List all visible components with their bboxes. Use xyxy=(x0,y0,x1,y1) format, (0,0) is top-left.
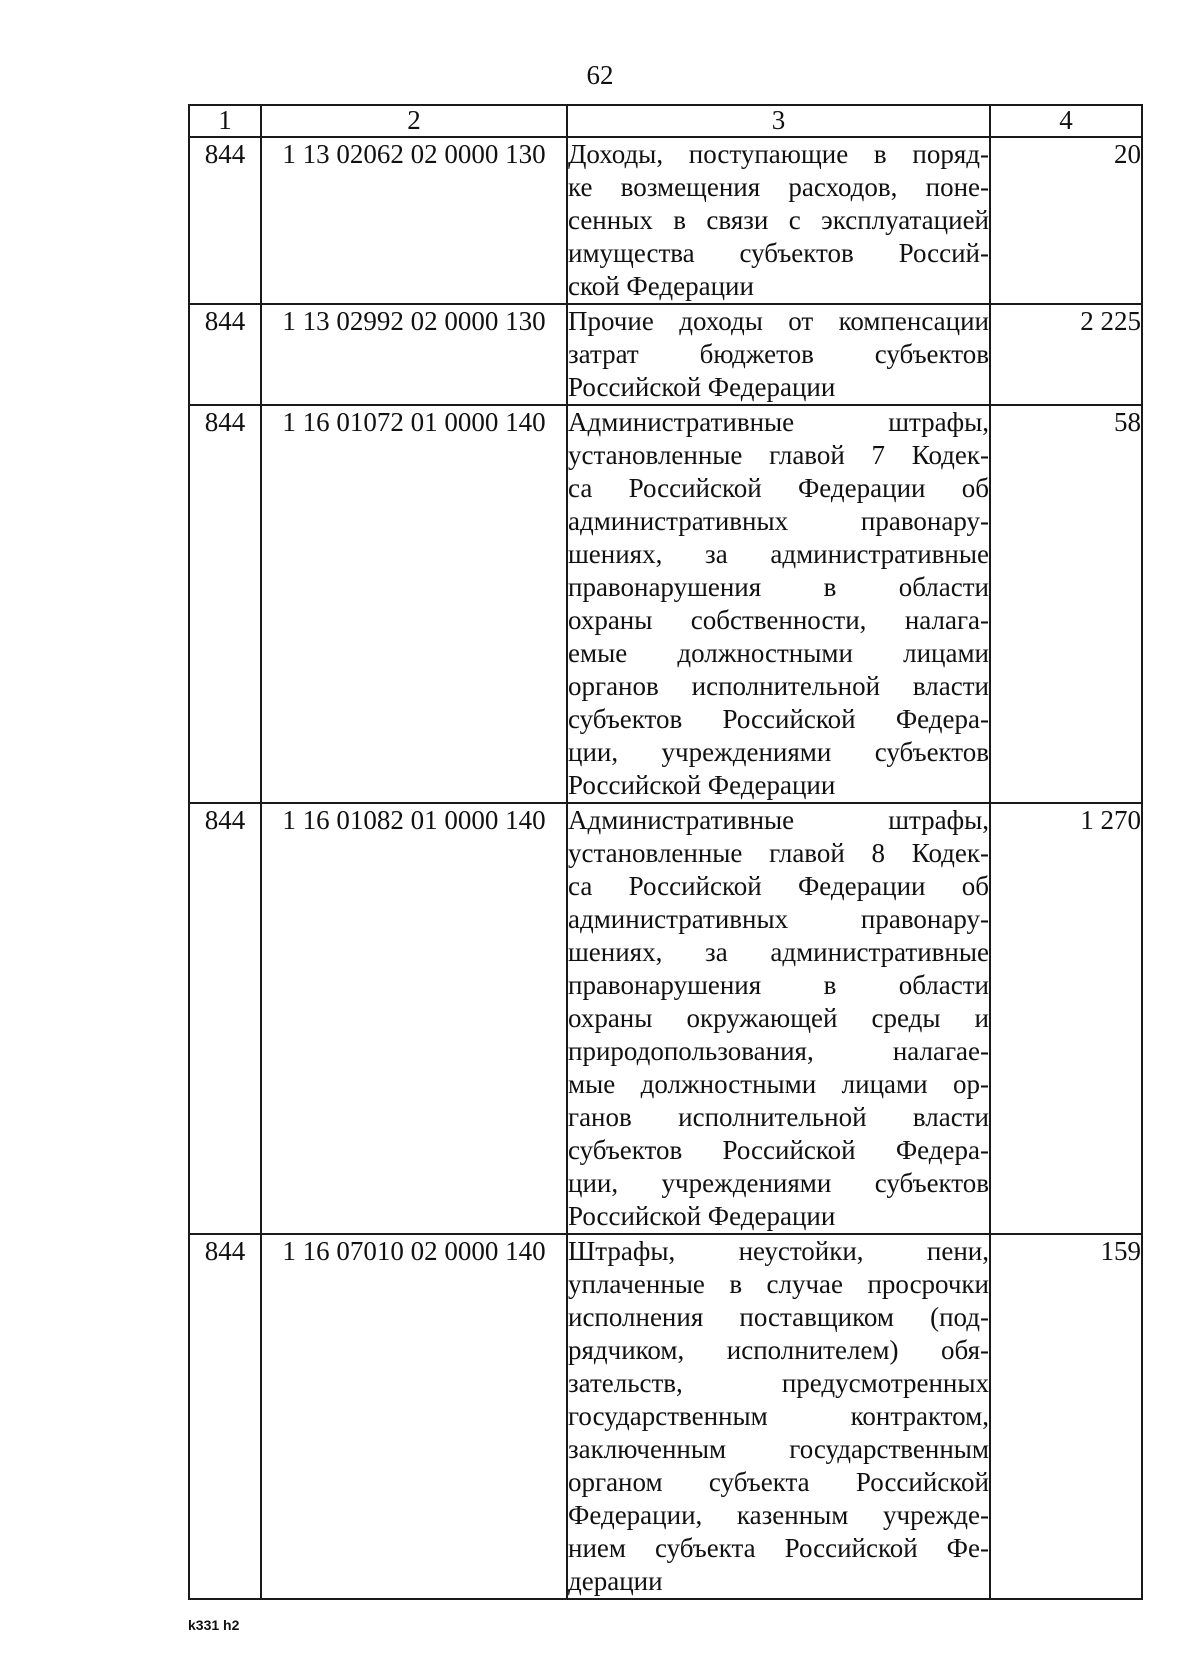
amount-cell: 1 270 xyxy=(990,803,1142,1234)
description-line: ганов исполнительной власти xyxy=(568,1102,989,1132)
description-line: исполнения поставщиком (под- xyxy=(568,1302,989,1332)
description-line: установленные главой 7 Кодек- xyxy=(568,440,989,470)
description-line: субъектов Российской Федера- xyxy=(568,704,989,734)
header-col-3: 3 xyxy=(567,105,990,137)
description-line: административных правонару- xyxy=(568,506,989,536)
admin-code-cell: 844 xyxy=(189,803,261,1234)
revenue-code-cell: 1 13 02062 02 0000 130 xyxy=(261,137,567,304)
table-row xyxy=(189,1234,1142,1599)
description-line: охраны окружающей среды и xyxy=(568,1003,989,1033)
description-line: Российской Федерации xyxy=(568,372,836,402)
page-number: 62 xyxy=(586,60,614,90)
table-row xyxy=(189,405,1142,803)
description-line: ской Федерации xyxy=(568,271,754,301)
revenue-code-cell: 1 16 07010 02 0000 140 xyxy=(261,1234,567,1599)
description-line: государственным контрактом, xyxy=(568,1401,989,1431)
admin-code-cell: 844 xyxy=(189,405,261,803)
revenue-code-cell: 1 13 02992 02 0000 130 xyxy=(261,304,567,405)
admin-code-cell: 844 xyxy=(189,137,261,304)
description-line: мые должностными лицами ор- xyxy=(568,1069,989,1099)
description-line: заключенным государственным xyxy=(568,1434,989,1464)
amount-cell: 58 xyxy=(990,405,1142,803)
table-row xyxy=(189,803,1142,1234)
description-line: природопользования, налагае- xyxy=(568,1036,989,1066)
description-cell xyxy=(567,137,990,304)
description-line: Федерации, казенным учрежде- xyxy=(568,1500,989,1530)
description-cell xyxy=(567,1234,990,1599)
description-line: шениях, за административные xyxy=(568,539,989,569)
header-col-4: 4 xyxy=(990,105,1142,137)
description-line: имущества субъектов Россий- xyxy=(568,238,989,268)
description-line: Административные штрафы, xyxy=(568,805,989,835)
table-row xyxy=(189,137,1142,304)
table-row xyxy=(189,304,1142,405)
description-line: дерации xyxy=(568,1566,663,1596)
description-line: емые должностными лицами xyxy=(568,638,989,668)
admin-code-cell: 844 xyxy=(189,304,261,405)
description-line: са Российской Федерации об xyxy=(568,871,989,901)
description-cell xyxy=(567,304,990,405)
description-line: рядчиком, исполнителем) обя- xyxy=(568,1335,989,1365)
description-line: органом субъекта Российской xyxy=(568,1467,989,1497)
revenue-code-cell: 1 16 01072 01 0000 140 xyxy=(261,405,567,803)
description-line: Российской Федерации xyxy=(568,770,836,800)
description-line: ции, учреждениями субъектов xyxy=(568,1168,989,1198)
amount-cell: 159 xyxy=(990,1234,1142,1599)
description-line: Российской Федерации xyxy=(568,1201,836,1231)
description-line: правонарушения в области xyxy=(568,970,989,1000)
footer-code: k331 h2 xyxy=(188,1617,240,1633)
description-cell xyxy=(567,405,990,803)
description-line: са Российской Федерации об xyxy=(568,473,989,503)
revenue-table xyxy=(188,104,1143,1600)
description-cell xyxy=(567,803,990,1234)
header-col-2: 2 xyxy=(261,105,567,137)
revenue-code-cell: 1 16 01082 01 0000 140 xyxy=(261,803,567,1234)
table-header xyxy=(189,105,1142,137)
table-body xyxy=(189,137,1142,1599)
admin-code-cell: 844 xyxy=(189,1234,261,1599)
description-line: охраны собственности, налага- xyxy=(568,605,989,635)
description-line: Административные штрафы, xyxy=(568,407,989,437)
description-line: шениях, за административные xyxy=(568,937,989,967)
description-line: ке возмещения расходов, поне- xyxy=(568,172,989,202)
description-line: субъектов Российской Федера- xyxy=(568,1135,989,1165)
description-line: Доходы, поступающие в поряд- xyxy=(568,139,989,169)
description-line: административных правонару- xyxy=(568,904,989,934)
amount-cell: 20 xyxy=(990,137,1142,304)
description-line: органов исполнительной власти xyxy=(568,671,989,701)
description-line: сенных в связи с эксплуатацией xyxy=(568,205,989,235)
description-line: установленные главой 8 Кодек- xyxy=(568,838,989,868)
header-col-1: 1 xyxy=(189,105,261,137)
description-line: нием субъекта Российской Фе- xyxy=(568,1533,989,1563)
description-line: правонарушения в области xyxy=(568,572,989,602)
description-line: Прочие доходы от компенсации xyxy=(568,306,989,336)
description-line: зательств, предусмотренных xyxy=(568,1368,989,1398)
description-line: ции, учреждениями субъектов xyxy=(568,737,989,767)
header-row xyxy=(189,105,1142,137)
description-line: Штрафы, неустойки, пени, xyxy=(568,1236,989,1266)
description-line: затрат бюджетов субъектов xyxy=(568,339,989,369)
amount-cell: 2 225 xyxy=(990,304,1142,405)
description-line: уплаченные в случае просрочки xyxy=(568,1269,989,1299)
